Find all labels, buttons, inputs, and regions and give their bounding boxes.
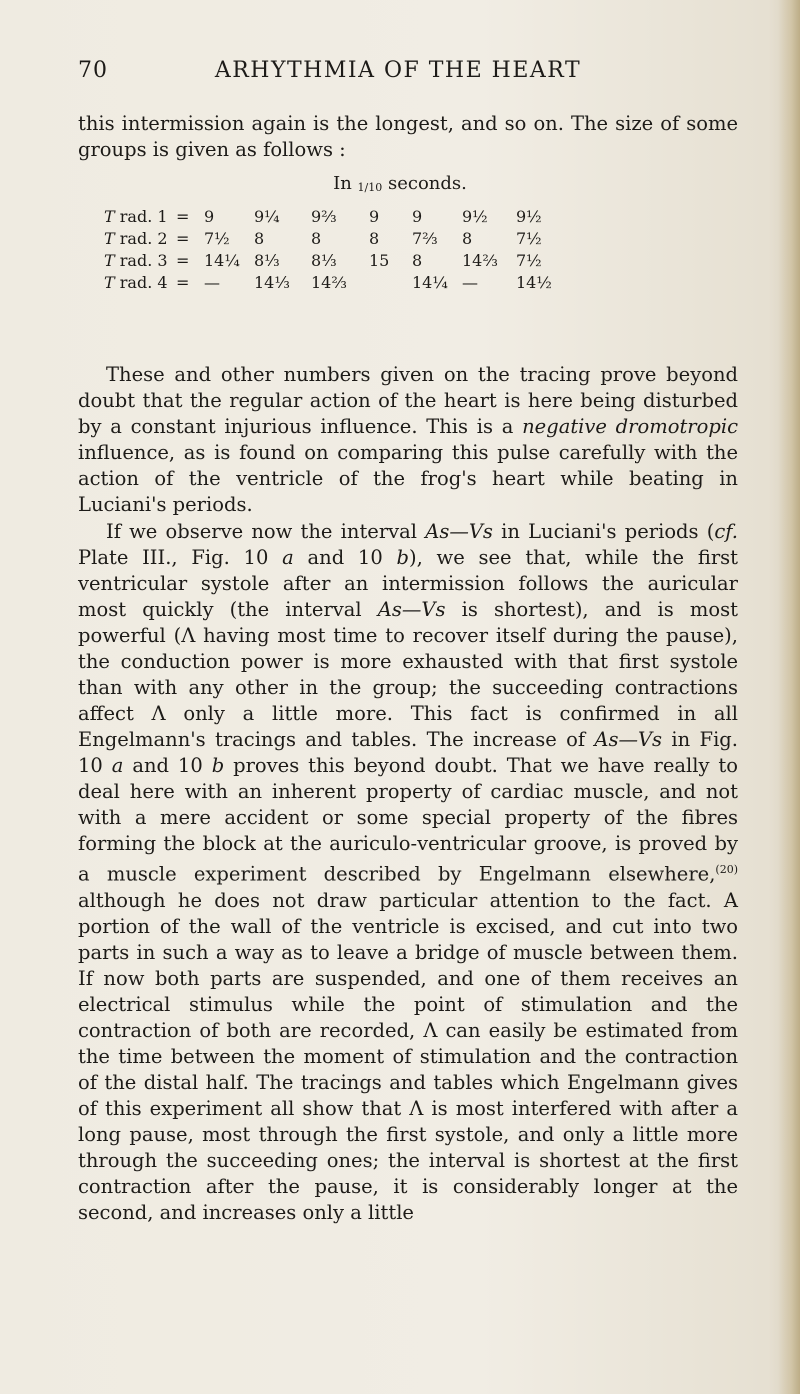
table-cell: 9	[204, 207, 215, 226]
paragraph-interval-analysis: If we observe now the interval As—Vs in Luciani's periods (cf. Plate III., Fig. 10 a and 10 b), we see that, while the first ventricular systole after an intermission follows the auricular most quickly (the interval As—Vs is shortest), and is most powerful (Λ having most time to recover itself during the pause), the conduction power is more exhausted with that first systole than with any other in the group; the succeeding contractions affect Λ only a little more. This fact is confirmed in all Engelmann's tracings and tables. The increase of As—Vs in Fig. 10 a and 10 b proves this beyond doubt. That we have really to deal here with an inherent property of cardiac muscle, and not with a mere accident or some special property of the fibres forming the block at the auriculo-ventricular groove, is proved by a muscle experiment described by Engelmann elsewhere,$^{(20)}$ although he does not draw particular attention to the fact. A portion of the wall of the ventricle is excised, and cut into two parts in such a way as to leave a bridge of muscle between them. If now both parts are suspended, and one of them receives an electrical stimulus while the point of stimulation and the contraction of both are recorded, Λ can easily be estimated from the time between the moment of stimulation and the contraction of the distal half. The tracings and tables which Engelmann gives of this experiment all show that Λ is most interfered with after a long pause, most through the first systole, and only a little more through the succeeding ones; the interval is shortest at the first contraction after the pause, it is considerably longer at the second, and increases only a little	[78, 520, 739, 1224]
table-cell: 7½	[204, 229, 230, 248]
table-cell: 9¼	[254, 207, 280, 226]
row-label: T rad. 2	[104, 229, 168, 248]
running-title: ARHYTHMIA OF THE HEART	[214, 58, 582, 83]
table-cell: 8	[254, 229, 265, 248]
table-cell: 14⅔	[462, 251, 498, 270]
page-number: 70	[78, 58, 108, 83]
page-edge	[778, 0, 800, 1394]
table-cell: —	[204, 273, 220, 292]
table-cell: 8	[311, 229, 322, 248]
table-cell: 7½	[516, 229, 542, 248]
page-header	[78, 58, 718, 88]
table-cell: 8⅓	[254, 251, 280, 270]
table-caption	[0, 173, 800, 194]
table-cell: 14⅔	[311, 273, 347, 292]
table-cell: 8⅓	[311, 251, 337, 270]
table-cell: 9½	[516, 207, 542, 226]
caption-suffix: seconds.	[387, 173, 467, 194]
table-cell: 14⅓	[254, 273, 290, 292]
table-cell: 14½	[516, 273, 552, 292]
paragraph-negative-dromotropic: These and other numbers given on the tracing prove beyond doubt that the regular action of the heart is here being disturbed by a constant injurious influence. This is a negative dromotropic influence, as is found on comparing this pulse carefully with the action of the ventricle of the frog's heart while beating in Luciani's periods.	[78, 363, 738, 516]
table-cell: 8	[369, 229, 380, 248]
equals-sign: =	[176, 273, 190, 292]
table-cell: —	[462, 273, 478, 292]
table-cell: 14¼	[204, 251, 240, 270]
equals-sign: =	[176, 251, 190, 270]
table-cell: 9	[412, 207, 423, 226]
table-cell: 15	[369, 251, 390, 270]
table-cell: 9½	[462, 207, 488, 226]
reference-marker: (20)	[715, 863, 738, 876]
intro-paragraph: this intermission again is the longest, and so on. The size of some groups is given as follows :	[78, 112, 738, 161]
table-cell: 7⅔	[412, 229, 438, 248]
table-cell: 9	[369, 207, 380, 226]
caption-fraction: 1/10	[357, 181, 383, 194]
table-cell: 14¼	[412, 273, 448, 292]
table-cell: 8	[462, 229, 473, 248]
table-cell: 7½	[516, 251, 542, 270]
row-label: T rad. 1	[104, 207, 168, 226]
equals-sign: =	[176, 229, 190, 248]
row-label: T rad. 4	[104, 273, 168, 292]
equals-sign: =	[176, 207, 190, 226]
table-cell: 8	[412, 251, 423, 270]
table-cell: 9⅔	[311, 207, 337, 226]
row-label: T rad. 3	[104, 251, 168, 270]
caption-prefix: In	[333, 173, 352, 194]
